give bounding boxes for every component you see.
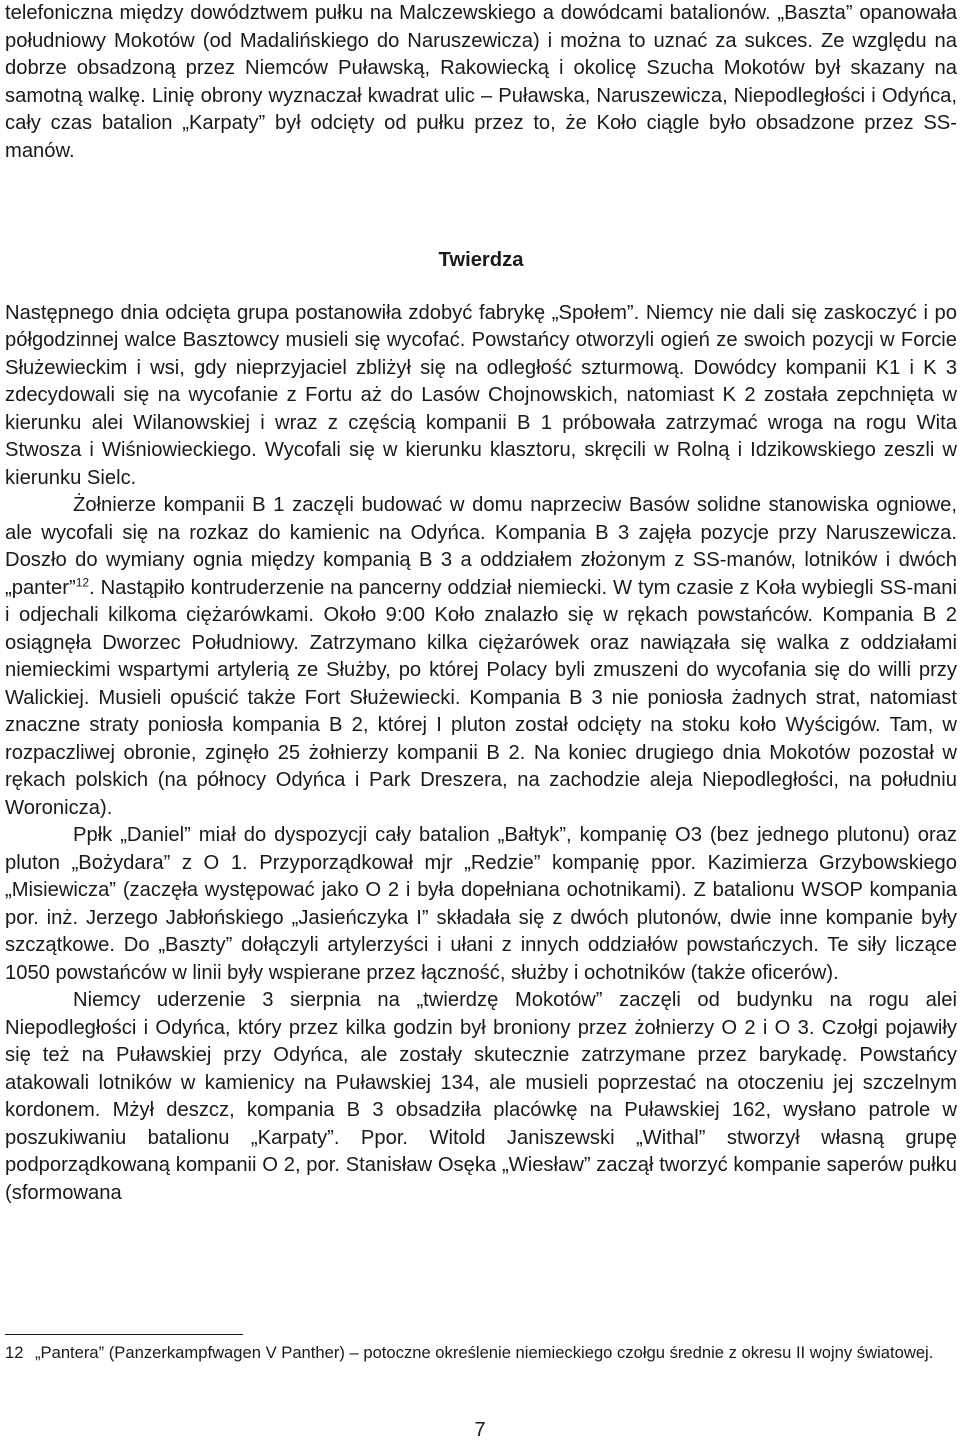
section-heading: Twierdza [438,249,524,271]
footnote [5,1342,957,1364]
paragraph-twierdza: Następnego dnia odcięta grupa postanowiła zdobyć fabrykę „Społem”. Niemcy nie dali się zaskoczyć i po półgodzinnej walce Basztowcy musieli się wycofać. Powstańcy otworzyli ogień ze swoich pozycji w Forcie Służewieckim i wsi, gdy nieprzyjaciel zbliżył się na odległość szturmową. Dowódcy kompanii K1 i K 3 zdecydowali się na wycofanie z Fortu aż do Lasów Chojnowskich, natomiast K 2 została zepchnięta w kierunku alei Wilanowskiej i wraz z częścią kompanii B 1 próbowała zatrzymać wroga na rogu Wita Stwosza i Wiśniowieckiego. Wycofali się w kierunku klasztoru, skręcili w Rolną i Idzikowskiego zeszli w kierunku Sielc. [5,301,957,489]
paragraph-daniel: Ppłk „Daniel” miał do dyspozycji cały batalion „Bałtyk”, kompanię O3 (bez jednego plutonu) oraz pluton „Bożydara” z O 1. Przyporządkował mjr „Redzie” kompanię ppor. Kazimierza Grzybowskiego „Misiewicza” (zaczęła występować jako O 2 i była dopełniana ochotnikami). Z batalionu WSOP kompania por. inż. Jerzego Jabłońskiego „Jasieńczyka I” składała się z dwóch plutonów, dwie inne kompanie były szczątkowe. Do „Baszty” dołączyli artylerzyści i ułani z innych oddziałów powstańczych. Te siły liczące 1050 powstańców w linii były wspierane przez łączność, służby i ochotników (także oficerów). [5,824,957,984]
paragraph-zolnierze [5,492,957,822]
spacer [5,165,957,247]
paragraph-zolnierze-part1: Żołnierze kompanii B 1 zaczęli budować w domu naprzeciw Basów solidne stanowiska ogniowe, ale wycofali się na rozkaz do kamienic na Odyńca. Kompania B 3 zajęła pozycje przy Naruszewicza. Doszło do wymiany ognia między kompanią B 3 a oddziałem złożonym z SS-manów, lotników i dwóch „panter” [5,494,957,599]
footnote-divider [5,1334,243,1335]
document-page [5,0,957,1207]
footnote-number: 12 [5,1343,24,1362]
paragraph-intro: telefoniczna między dowództwem pułku na Malczewskiego a dowódcami batalionów. „Baszta” opanowała południowy Mokotów (od Madalińskiego do Naruszewicza) i można to uznać za sukces. Ze względu na dobrze obsadzoną przez Niemców Puławską, Rakowiecką i okolicę Szucha Mokotów był skazany na samotną walkę. Linię obrony wyznaczał kwadrat ulic – Puławska, Naruszewicza, Niepodległości i Odyńca, cały czas batalion „Karpaty” był odcięty od pułku przez to, że Koło ciągle było obsadzone przez SS-manów. [5,2,957,162]
footnote-text: „Pantera” (Panzerkampfwagen V Panther) – potoczne określenie niemieckiego czołgu średnie z okresu II wojny światowej. [35,1343,934,1362]
page-number: 7 [474,1419,486,1441]
footnote-reference[interactable]: 12 [75,574,90,589]
paragraph-niemcy: Niemcy uderzenie 3 sierpnia na „twierdzę Mokotów” zaczęli od budynku na rogu alei Niepodległości i Odyńca, który przez kilka godzin był broniony przez żołnierzy O 2 i O 3. Czołgi pojawiły się też na Puławskiej przy Odyńca, ale zostały skutecznie zatrzymane przez barykadę. Powstańcy atakowali lotników w kamienicy na Puławskiej 134, ale musieli poprzestać na otoczeniu jej szczelnym kordonem. Mżył deszcz, kompania B 3 obsadziła placówkę na Puławskiej 162, wysłano patrole w poszukiwaniu batalionu „Karpaty”. Ppor. Witold Janiszewski „Withal” stworzył własną grupę podporządkowaną kompanii O 2, por. Stanisław Osęka „Wiesław” zaczął tworzyć kompanie saperów pułku (sformowana [5,989,957,1204]
paragraph-zolnierze-part2: . Nastąpiło kontruderzenie na pancerny oddział niemiecki. W tym czasie z Koła wybiegli SS-mani i odjechali kilkoma ciężarówkami. Około 9:00 Koło znalazło się w rękach powstańców. Kompania B 2 osiągnęła Dworzec Południowy. Zatrzymano kilka ciężarówek oraz nawiązała się walka z oddziałami niemieckimi wspartymi artylerią ze Służby, po której Polacy byli zmuszeni do wycofania się do willi przy Walickiej. Musieli opuścić także Fort Służewiecki. Kompania B 3 nie poniosła żadnych strat, natomiast znaczne straty poniosła kompania B 2, której I pluton został odcięty na stoku koło Wyścigów. Tam, w rozpaczliwej obronie, zginęło 25 żołnierzy kompanii B 2. Na koniec drugiego dnia Mokotów pozostał w rękach polskich (na północy Odyńca i Park Dreszera, na zachodzie aleja Niepodległości, na południu Woronicza). [5,576,957,819]
spacer [5,275,957,300]
